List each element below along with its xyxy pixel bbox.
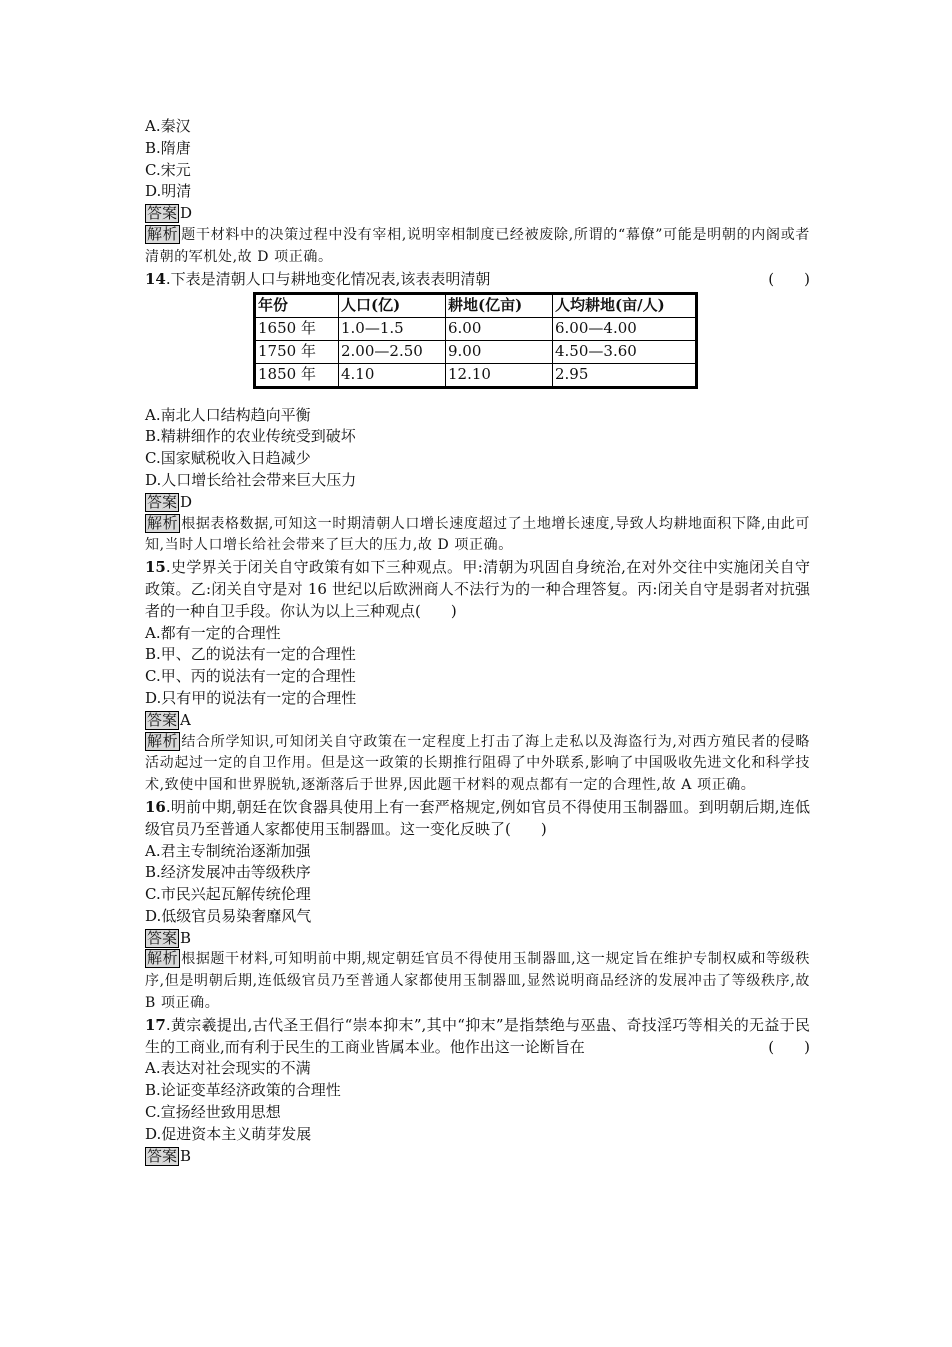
explain-text: 题干材料中的决策过程中没有宰相,说明宰相制度已经被废除,所谓的“幕僚”可能是明朝的内阁或者清朝的军机处,故 D 项正确。 bbox=[145, 226, 810, 265]
question-number: 14 bbox=[145, 269, 166, 288]
answer-tag: 答案 bbox=[147, 1146, 178, 1165]
answer-tag: 答案 bbox=[147, 928, 178, 947]
question-number: 16 bbox=[145, 797, 166, 816]
q14-answer bbox=[145, 492, 810, 514]
q16-option-d: D.低级官员易染奢靡风气 bbox=[145, 906, 312, 925]
answer-value: A bbox=[180, 710, 191, 729]
header-per-capita: 人均耕地(亩/人) bbox=[553, 294, 697, 318]
table-row bbox=[255, 363, 697, 387]
table-cell: 1650 年 bbox=[255, 318, 339, 341]
table-cell: 1750 年 bbox=[255, 340, 339, 363]
q14-option-b: B.精耕细作的农业传统受到破坏 bbox=[145, 427, 356, 446]
q15-option-b: B.甲、乙的说法有一定的合理性 bbox=[145, 645, 356, 664]
question-text: .黄宗羲提出,古代圣王倡行“崇本抑末”,其中“抑末”是指禁绝与巫蛊、奇技淫巧等相关的无益于民生的工商业,而有利于民生的工商业皆属本业。他作出这一论断旨在 bbox=[145, 1015, 810, 1056]
answer-value: B bbox=[180, 1146, 192, 1165]
header-year: 年份 bbox=[255, 294, 339, 318]
answer-tag: 答案 bbox=[147, 492, 178, 511]
q13-option-a: A.秦汉 bbox=[145, 117, 191, 135]
document-page bbox=[145, 116, 810, 1167]
table-cell: 4.10 bbox=[339, 363, 446, 387]
q15-answer bbox=[145, 710, 810, 732]
table-row bbox=[255, 318, 697, 341]
table-cell: 2.00—2.50 bbox=[339, 340, 446, 363]
table-cell: 6.00—4.00 bbox=[553, 318, 697, 341]
q13-answer bbox=[145, 203, 810, 225]
q17-option-a: A.表达对社会现实的不满 bbox=[145, 1059, 311, 1078]
q16-stem bbox=[145, 797, 810, 841]
table-cell: 2.95 bbox=[553, 363, 697, 387]
q13-option-c: C.宋元 bbox=[145, 160, 191, 179]
header-population: 人口(亿) bbox=[339, 294, 446, 318]
question-text: .史学界关于闭关自守政策有如下三种观点。甲:清朝为巩固自身统治,在对外交往中实施闭关自守政策。乙:闭关自守是对 16 世纪以后欧洲商人不法行为的一种合理答复。丙:闭关自守是弱者对抗强者的一种自卫手段。你认为以上三种观点( ) bbox=[145, 558, 810, 620]
question-text: .下表是清朝人口与耕地变化情况表,该表表明清朝 bbox=[165, 269, 491, 288]
q15-option-d: D.只有甲的说法有一定的合理性 bbox=[145, 688, 357, 707]
answer-tag: 答案 bbox=[147, 710, 178, 729]
explain-text: 根据题干材料,可知明前中期,规定朝廷官员不得使用玉制器皿,这一规定旨在维护专制权威和等级秩序,但是明朝后期,连低级官员乃至普通人家都使用玉制器皿,显然说明商品经济的发展冲击了等级秩序,故 B 项正确。 bbox=[145, 951, 810, 1012]
question-number: 15 bbox=[145, 558, 166, 577]
table-cell: 1850 年 bbox=[255, 363, 339, 387]
answer-tag: 答案 bbox=[147, 204, 178, 223]
q17-option-c: C.宣扬经世致用思想 bbox=[145, 1103, 281, 1122]
q14-option-c: C.国家赋税收入日趋减少 bbox=[145, 449, 311, 468]
q15-option-a: A.都有一定的合理性 bbox=[145, 623, 281, 642]
q17-answer bbox=[145, 1146, 810, 1168]
q16-answer bbox=[145, 928, 810, 950]
table-row bbox=[255, 340, 697, 363]
explain-tag: 解析 bbox=[147, 224, 179, 243]
q16-explanation bbox=[145, 949, 810, 1014]
table-cell: 9.00 bbox=[446, 340, 553, 363]
q17-option-b: B.论证变革经济政策的合理性 bbox=[145, 1081, 341, 1100]
q15-stem bbox=[145, 557, 810, 622]
answer-blank: ( ) bbox=[768, 269, 810, 288]
q14-option-a: A.南北人口结构趋向平衡 bbox=[145, 405, 311, 424]
answer-value: B bbox=[180, 928, 192, 947]
explain-tag: 解析 bbox=[147, 513, 179, 532]
population-table bbox=[253, 292, 698, 388]
answer-blank: ( ) bbox=[768, 1037, 810, 1056]
question-number: 17 bbox=[145, 1015, 166, 1034]
q14-stem bbox=[145, 269, 810, 291]
table-cell: 4.50—3.60 bbox=[553, 340, 697, 363]
table-cell: 1.0—1.5 bbox=[339, 318, 446, 341]
q15-explanation bbox=[145, 732, 810, 797]
table-header-row bbox=[255, 294, 697, 318]
explain-text: 结合所学知识,可知闭关自守政策在一定程度上打击了海上走私以及海盗行为,对西方殖民者的侵略活动起过一定的自卫作用。但是这一政策的长期推行阻碍了中外联系,影响了中国吸收先进文化和科学技术,致使中国和世界脱轨,逐渐落后于世界,因此题干材料的观点都有一定的合理性,故 A 项正确。 bbox=[145, 733, 810, 794]
q14-table-wrap bbox=[253, 292, 810, 388]
q13-option-b: B.隋唐 bbox=[145, 138, 191, 157]
q15-option-c: C.甲、丙的说法有一定的合理性 bbox=[145, 667, 356, 686]
q16-option-a: A.君主专制统治逐渐加强 bbox=[145, 841, 311, 860]
q17-stem bbox=[145, 1015, 810, 1059]
question-text: .明前中期,朝廷在饮食器具使用上有一套严格规定,例如官员不得使用玉制器皿。到明朝后期,连低级官员乃至普通人家都使用玉制器皿。这一变化反映了( ) bbox=[145, 797, 810, 838]
q14-explanation bbox=[145, 514, 810, 558]
answer-value: D bbox=[180, 492, 193, 511]
q17-option-d: D.促进资本主义萌芽发展 bbox=[145, 1124, 312, 1143]
q14-option-d: D.人口增长给社会带来巨大压力 bbox=[145, 470, 357, 489]
q13-option-d: D.明清 bbox=[145, 182, 192, 201]
answer-value: D bbox=[180, 204, 193, 223]
q16-option-b: B.经济发展冲击等级秩序 bbox=[145, 863, 311, 882]
table-cell: 12.10 bbox=[446, 363, 553, 387]
explain-tag: 解析 bbox=[147, 731, 179, 750]
header-farmland: 耕地(亿亩) bbox=[446, 294, 553, 318]
table-cell: 6.00 bbox=[446, 318, 553, 341]
explain-tag: 解析 bbox=[147, 949, 179, 968]
q16-option-c: C.市民兴起瓦解传统伦理 bbox=[145, 885, 311, 904]
explain-text: 根据表格数据,可知这一时期清朝人口增长速度超过了土地增长速度,导致人均耕地面积下降,由此可知,当时人口增长给社会带来了巨大的压力,故 D 项正确。 bbox=[145, 515, 810, 554]
q13-explanation bbox=[145, 225, 810, 269]
